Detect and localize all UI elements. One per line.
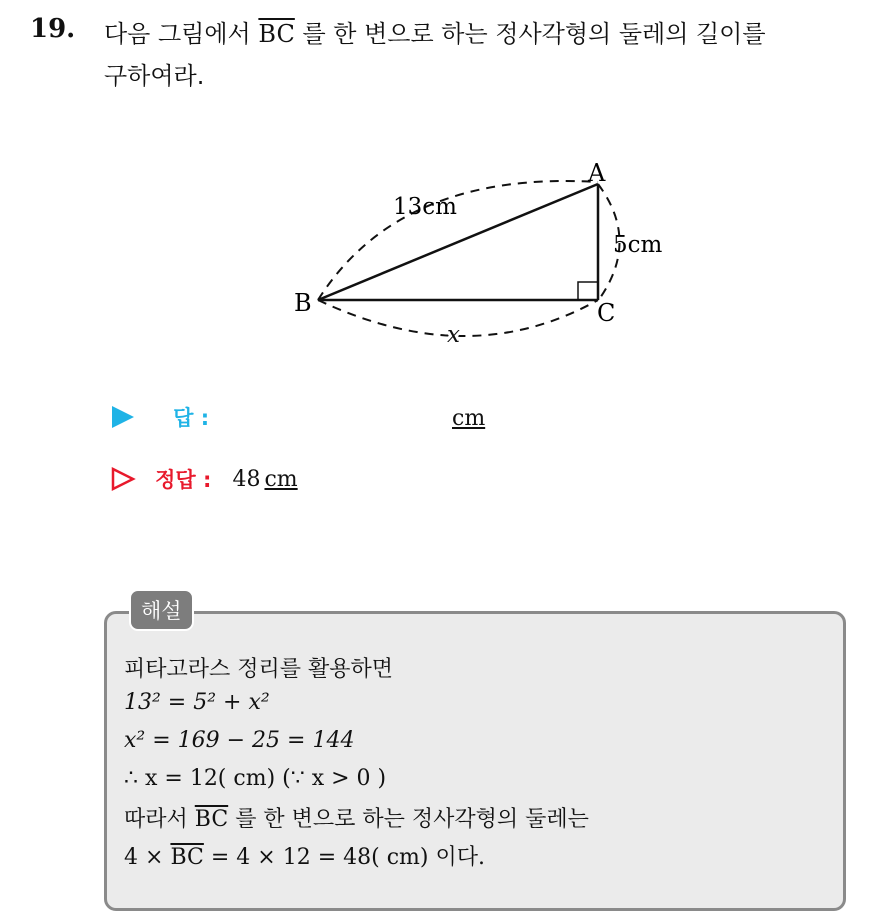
vertex-a-label: A — [588, 159, 606, 187]
explanation-segment-bc: $\overline{BC}$ — [194, 807, 229, 832]
question-text-a: 다음 그림에서 — [104, 20, 251, 48]
question-number: 19. — [30, 14, 76, 44]
explanation-line-2: 13² = 5² + x² — [124, 690, 270, 715]
question-text-b: 를 한 변으로 하는 정사각형의 둘레의 길이를 — [302, 20, 766, 48]
explanation-line-5 — [124, 802, 589, 833]
answer-label: 답 : — [173, 406, 210, 430]
explanation-line-3: x² = 169 − 25 = 144 — [124, 728, 355, 753]
explanation-line-6-a: 4 × — [124, 845, 164, 870]
question-line-2: 구하여라. — [104, 62, 205, 90]
filled-triangle-icon — [110, 404, 136, 430]
explanation-line-5-b: 를 한 변으로 하는 정사각형의 둘레는 — [235, 807, 589, 832]
hypotenuse-label: 13cm — [393, 194, 457, 220]
correct-answer-label: 정답 : — [155, 468, 212, 492]
height-label: 5cm — [613, 232, 663, 258]
base-label: x — [447, 322, 460, 348]
correct-answer-value: 48 — [232, 466, 261, 492]
explanation-line-1: 피타고라스 정리를 활용하면 — [124, 657, 394, 682]
side-ab — [318, 184, 598, 300]
correct-answer-row — [110, 464, 298, 494]
answer-unit: cm — [452, 406, 486, 431]
explanation-line-4: ∴ x = 12( cm) (∵ x > 0 ) — [124, 766, 387, 791]
outline-triangle-icon — [110, 466, 136, 492]
vertex-b-label: B — [294, 289, 312, 317]
right-angle-mark — [578, 282, 598, 300]
correct-answer-value-group — [232, 467, 297, 492]
correct-answer-unit: cm — [264, 466, 298, 492]
explanation-segment-bc-2: $\overline{BC}$ — [170, 845, 204, 870]
explanation-line-6-b: = 4 × 12 = 48( cm) 이다. — [210, 845, 485, 870]
segment-bc: $\overline{BC}$ — [258, 20, 295, 48]
explanation-line-5-a: 따라서 — [124, 807, 188, 832]
vertex-c-label: C — [597, 299, 616, 327]
explanation-line-6 — [124, 840, 485, 871]
explanation-tag: 해설 — [129, 589, 194, 631]
answer-row — [110, 402, 209, 432]
